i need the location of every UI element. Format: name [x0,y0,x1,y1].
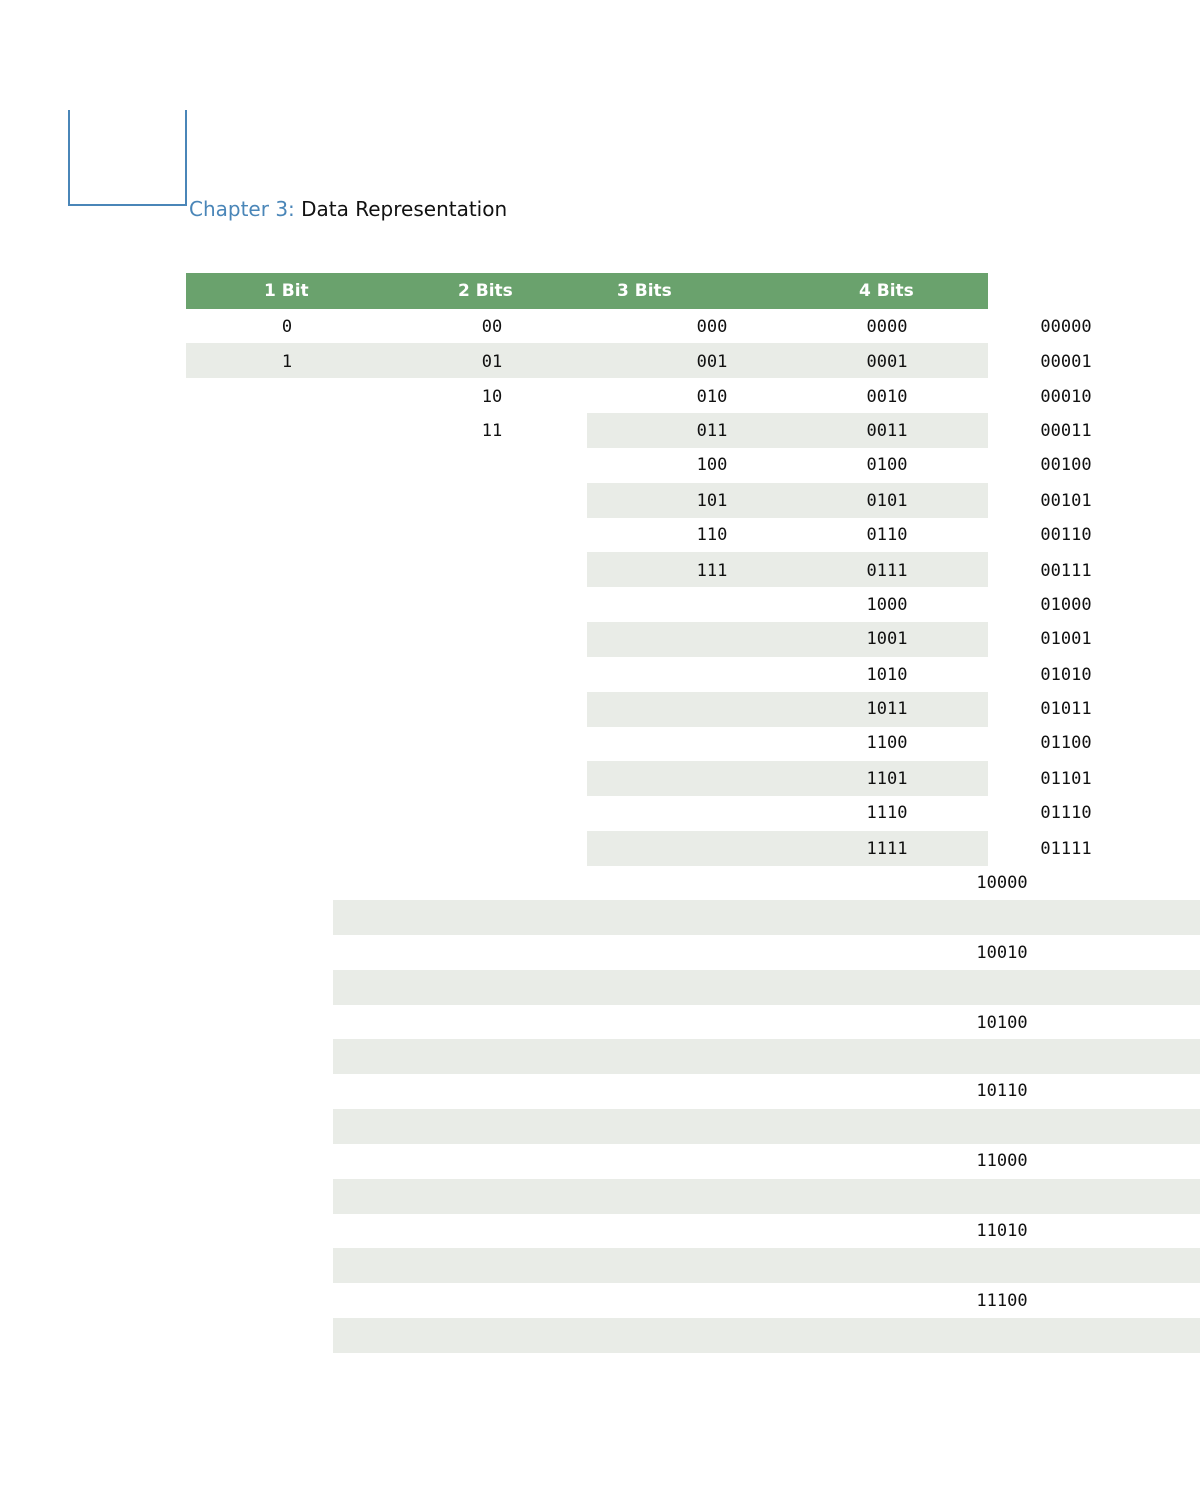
row-stripe [587,622,988,657]
table-cell: 0001 [866,352,908,372]
table-cell: 00111 [1040,561,1092,581]
row-stripe [333,1039,1200,1074]
table-cell: 1001 [866,629,908,649]
table-cell: 00001 [1040,352,1092,372]
row-stripe [333,900,1200,935]
table-cell: 00110 [1040,525,1092,545]
table-cell: 01100 [1040,733,1092,753]
header-1-bit: 1 Bit [264,281,309,301]
table-cell: 0010 [866,387,908,407]
table-cell: 1111 [866,839,908,859]
table-cell: 10 [481,387,503,407]
table-cell: 0011 [866,421,908,441]
row-stripe [587,552,988,587]
chapter-heading [189,196,507,222]
header-3-bits: 3 Bits [617,281,672,301]
table-cell: 00 [481,317,503,337]
corner-bracket-decoration [68,110,187,206]
table-cell: 01010 [1040,665,1092,685]
row-stripe [587,831,988,866]
table-cell: 1100 [866,733,908,753]
header-2-bits: 2 Bits [458,281,513,301]
chapter-title: Data Representation [301,197,508,221]
table-cell: 00011 [1040,421,1092,441]
table-cell: 00101 [1040,491,1092,511]
table-cell: 1101 [866,769,908,789]
row-stripe [587,483,988,518]
table-cell: 0110 [866,525,908,545]
table-cell: 100 [696,455,728,475]
table-cell: 01000 [1040,595,1092,615]
table-cell: 01110 [1040,803,1092,823]
table-cell: 01011 [1040,699,1092,719]
table-cell: 1110 [866,803,908,823]
table-cell: 0111 [866,561,908,581]
table-cell: 011 [696,421,728,441]
row-stripe [333,1248,1200,1283]
table-cell: 00000 [1040,317,1092,337]
table-cell: 0000 [866,317,908,337]
row-stripe [587,692,988,727]
table-cell: 10110 [976,1081,1028,1101]
table-cell: 10100 [976,1013,1028,1033]
table-cell: 01111 [1040,839,1092,859]
table-header [186,273,988,309]
table-cell: 001 [696,352,728,372]
row-stripe [333,970,1200,1005]
table-cell: 1000 [866,595,908,615]
table-cell: 11010 [976,1221,1028,1241]
table-cell: 01101 [1040,769,1092,789]
row-stripe [333,1318,1200,1353]
table-cell: 10000 [976,873,1028,893]
table-cell: 00100 [1040,455,1092,475]
table-cell: 1010 [866,665,908,685]
table-cell: 010 [696,387,728,407]
table-cell: 111 [696,561,728,581]
row-stripe [587,761,988,796]
table-cell: 01 [481,352,503,372]
table-cell: 000 [696,317,728,337]
table-cell: 10010 [976,943,1028,963]
chapter-label: Chapter 3: [189,197,295,221]
row-stripe [587,413,988,448]
row-stripe [333,1179,1200,1214]
row-stripe [333,1109,1200,1144]
table-cell: 0101 [866,491,908,511]
table-cell: 01001 [1040,629,1092,649]
table-cell: 00010 [1040,387,1092,407]
table-cell: 1 [281,352,293,372]
table-cell: 110 [696,525,728,545]
table-cell: 0100 [866,455,908,475]
table-cell: 11 [481,421,503,441]
header-4-bits: 4 Bits [859,281,914,301]
table-cell: 11100 [976,1291,1028,1311]
table-cell: 101 [696,491,728,511]
table-cell: 1011 [866,699,908,719]
table-cell: 0 [281,317,293,337]
table-cell: 11000 [976,1151,1028,1171]
